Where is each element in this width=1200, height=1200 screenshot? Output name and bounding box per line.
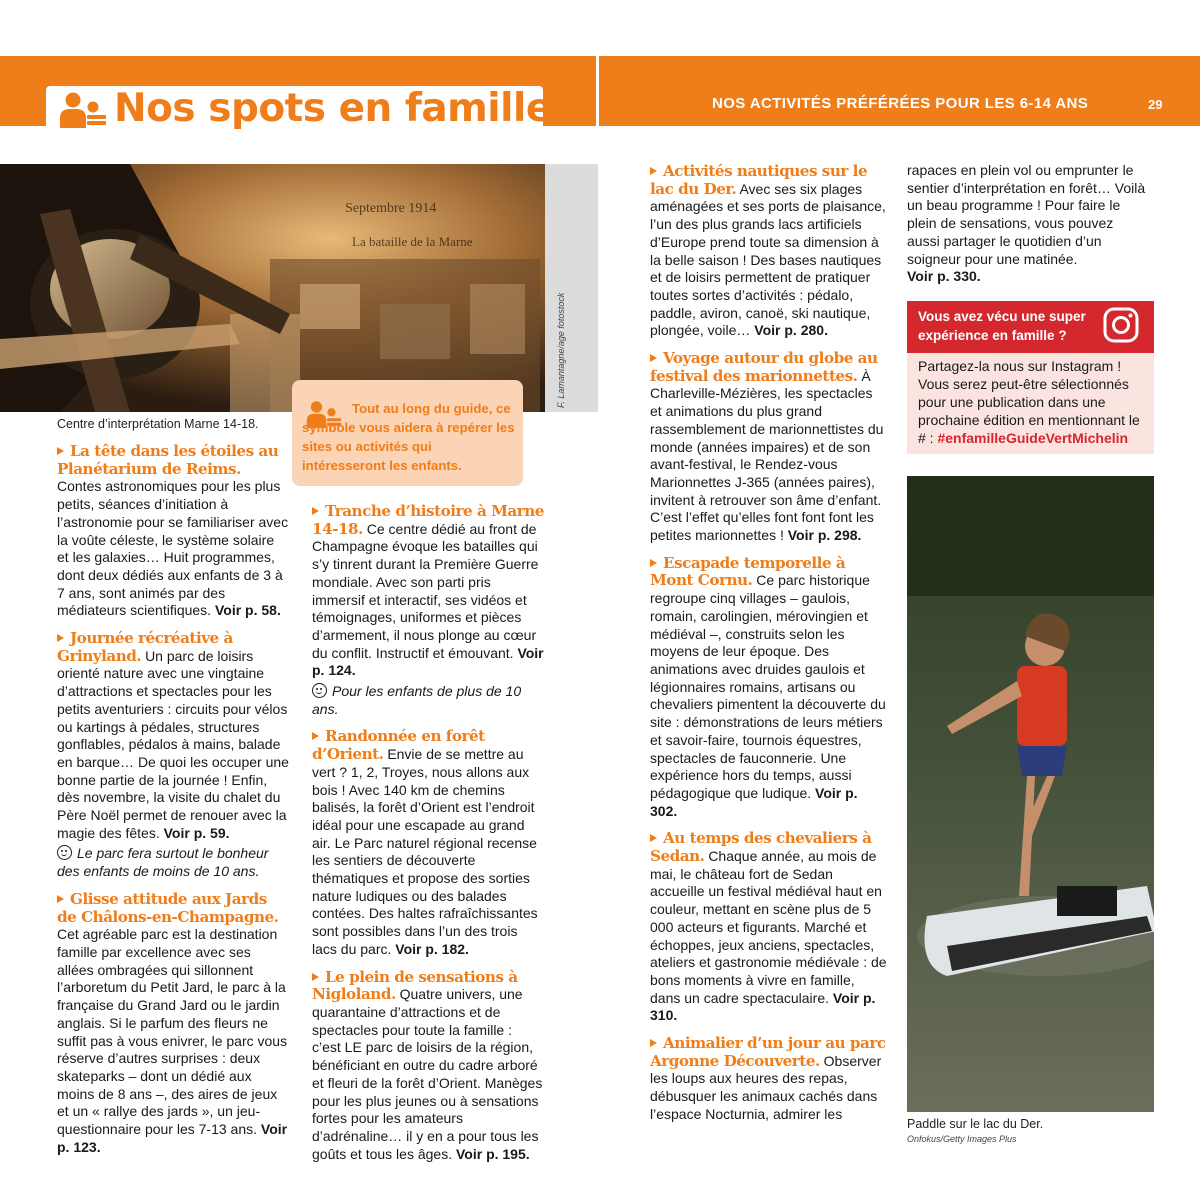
activity-entry [57, 630, 289, 881]
activity-entry [312, 503, 544, 718]
age-note [57, 845, 289, 880]
page-title: Nos spots en famille [114, 86, 552, 131]
activity-heading: Au temps des chevaliers à Sedan. [650, 829, 872, 866]
child-face-icon [57, 845, 72, 860]
instagram-body [918, 357, 1150, 447]
arrow-bullet-icon [57, 895, 64, 903]
arrow-bullet-icon [650, 354, 657, 362]
sign-text-1: Septembre 1914 [345, 201, 437, 216]
tip-text: Tout au long du guide, ce symbole vous aidera à repérer les sites ou activités qui intéresseront les enfants. [302, 401, 515, 473]
activity-heading: Journée récréative à Grinyland. [57, 629, 233, 665]
activity-heading: La tête dans les étoiles au Planétarium de Reims. [57, 442, 279, 478]
activity-heading: Animalier d’un jour au parc Argonne Découverte. [650, 1034, 886, 1070]
continued-text: rapaces en plein vol ou emprunter le sentier d’interprétation en forêt… Voilà un beau programme ! Pour faire le plein de sensations, vous pouvez aussi partager le quotidien d’un soigneur pour une matinée. [907, 162, 1146, 267]
activity-description: Ce parc historique regroupe cinq villages – gaulois, romain, carolingien, mérovingien et médiéval –, construits selon les moyens de leur époque. Des animations avec druides gaulois et légionnaires romains, artisans ou chevaliers pimentent la découverte du site : démonstrations de leurs métiers et savoir-faire, tournois équestres, spectacles de fauconnerie. Une expérience hors du temps, aussi pédagogique que ludique. [650, 572, 886, 801]
activity-description: Contes astronomiques pour les plus petits, séances d’initiation à l’astronomie pour se familiariser avec la voûte céleste, le système solaire et les galaxies… Huit programmes, dont deux dédiés aux enfants de 3 à 7 ans, sont animés par des médiateurs scientifiques. [57, 478, 289, 619]
page-gutter [596, 56, 599, 126]
activity-entry [650, 830, 888, 1025]
activity-description: Observer les loups aux heures des repas, débusquer les animaux cachés dans l’espace Nocturnia, admirer les [650, 1052, 882, 1122]
activity-heading: Tranche d’histoire à Marne 14-18. [312, 502, 544, 538]
photo-credit: F. Lamantagne/age fotostock [556, 292, 566, 408]
activity-entry [650, 555, 888, 821]
age-note [312, 683, 544, 718]
arrow-bullet-icon [650, 559, 657, 567]
activity-heading: Voyage autour du globe au festival des marionnettes. [650, 349, 878, 385]
age-note-text: Le parc fera surtout le bonheur des enfants de moins de 10 ans. [57, 845, 269, 880]
activity-entry [650, 163, 888, 340]
arrow-bullet-icon [650, 1039, 657, 1047]
activity-description: Quatre univers, une quarantaine d’attractions et de spectacles pour toute la famille : c’est LE parc de loisirs de la région, bénéficiant en outre du cadre arboré et fleuri de la forêt d’Orient. Manèges pour les plus jeunes ou à sensations fortes pour les amateurs d’adrénaline… il y en a pour tous les goûts et tous les âges. [312, 986, 543, 1162]
activity-entry [312, 969, 544, 1164]
paddle-photo [907, 476, 1154, 1112]
activity-entry [57, 891, 289, 1157]
activity-heading: Le plein de sensations à Nigloland. [312, 967, 518, 1004]
activity-heading: Escapade temporelle à Mont Cornu. [650, 553, 846, 590]
activity-description: À Charleville-Mézières, les spectacles et animations du plus grand rassemblement de marionnettistes du monde (années impaires) et de son avant-festival, le Rendez-vous Marionnettes J-365 (années paires), invitent à retrouver son âme d’enfant. C’est l’effet qu’elles font font font les petites marionnettes ! [650, 367, 884, 544]
page-number: 29 [1148, 97, 1163, 112]
column-1 [57, 443, 289, 1166]
activity-heading: Activités nautiques sur le lac du Der. [650, 162, 868, 198]
page-reference: Voir p. 280. [754, 322, 828, 339]
page-reference: Voir p. 330. [907, 268, 981, 285]
instagram-text: Partagez-la nous sur Instagram ! Vous serez peut-être sélectionnés pour une publication dans une prochaine édition en mentionnant le # : [918, 358, 1140, 446]
age-note-text: Pour les enfants de plus de 10 ans. [312, 683, 522, 717]
arrow-bullet-icon [312, 732, 319, 740]
column-4 [907, 162, 1147, 286]
instagram-heading: Vous avez vécu une super expérience en famille ? [918, 309, 1086, 343]
family-icon [60, 92, 106, 128]
photo-credit-strip [545, 164, 598, 412]
page-reference: Voir p. 58. [214, 602, 281, 619]
page-reference: Voir p. 182. [395, 940, 469, 957]
page-reference: Voir p. 310. [650, 989, 876, 1024]
activity-entry [650, 350, 888, 545]
activity-heading: Randonnée en forêt d’Orient. [312, 727, 485, 764]
activity-entry [57, 443, 289, 620]
instagram-hashtag[interactable]: #enfamilleGuideVertMichelin [937, 430, 1129, 446]
activity-description: Envie de se mettre au vert ? 1, 2, Troyes, nous allons aux bois ! Avec 140 km de chemins balisés, la forêt d’Orient est l’endroit idéal pour une escapade au grand air. Le Parc naturel régional recense les sentiers de découverte thématiques et propose des sorties nature ludiques ou des balades contées. Des haltes rafraîchissantes sont possibles dans l’un des trois lacs du parc. [312, 746, 538, 957]
page-reference: Voir p. 59. [163, 824, 230, 841]
activity-entry [650, 1035, 888, 1124]
arrow-bullet-icon [650, 167, 657, 175]
arrow-bullet-icon [57, 447, 64, 455]
arrow-bullet-icon [650, 834, 657, 842]
column-3 [650, 163, 888, 1134]
photo-caption: Centre d’interprétation Marne 14-18. [57, 417, 259, 431]
sign-text-2: La bataille de la Marne [352, 234, 473, 249]
activity-description: Ce centre dédié au front de Champagne évoque les batailles qui s’y tinrent durant la Première Guerre mondiale. Avec son parti pris immersif et interactif, ses vidéos et témoignages, uniformes et pièces d’armement, il nous plonge au cœur du conflit. Instructif et émouvant. [312, 520, 539, 661]
page-reference: Voir p. 298. [787, 527, 862, 544]
section-title: NOS ACTIVITÉS PRÉFÉRÉES POUR LES 6-14 ANS [712, 95, 1089, 112]
activity-description: Cet agréable parc est la destination famille par excellence avec ses allées ombragées qui sillonnent l’arboretum du Petit Jard, le parc à la française du Grand Jard ou le jardin anglais. Si le parfum des fleurs ne suffit pas à vous enivrer, le parc vous réserve d’autres surprises : deux skateparks – dont un dédié aux moins de 8 ans –, des aires de jeux et un « rallye des jards », un jeu-questionnaire pour les 7-13 ans. [57, 926, 288, 1138]
instagram-icon [1103, 307, 1139, 343]
page-reference: Voir p. 302. [650, 784, 858, 819]
child-face-icon [312, 683, 327, 698]
page-reference: Voir p. 123. [57, 1121, 288, 1155]
column-2 [312, 503, 544, 1173]
page-reference: Voir p. 195. [455, 1145, 530, 1162]
museum-photo [0, 164, 598, 412]
page-reference: Voir p. 124. [312, 644, 544, 679]
photo-credit: Onfokus/Getty Images Plus [907, 1134, 1017, 1144]
activity-description: Un parc de loisirs orienté nature avec une vingtaine d’attractions et spectacles pour les petits aventuriers : circuits pour vélos ou kartings à pédales, structures gonflables, pédalos à mains, balade en barque… De quoi les occuper une bonne partie de la journée ! Enfin, dès novembre, la visite du chalet du Père Noël permet de renouer avec la magie des fêtes. [57, 647, 289, 841]
arrow-bullet-icon [312, 973, 319, 981]
arrow-bullet-icon [312, 507, 319, 515]
activity-heading: Glisse attitude aux Jards de Châlons-en-Champagne. [57, 889, 279, 926]
activity-entry [312, 728, 544, 958]
photo-caption: Paddle sur le lac du Der. [907, 1117, 1044, 1131]
arrow-bullet-icon [57, 634, 64, 642]
activity-description: Avec ses six plages aménagées et ses ports de plaisance, l’un des plus grands lacs artificiels d’Europe prend toute sa dimension à la belle saison ! Des bases nautiques et de loisirs permettent de pratiquer toutes sortes d’activités : pédalo, paddle, aviron, canoë, ski nautique, plongée, voile… [650, 180, 886, 339]
activity-description: Chaque année, au mois de mai, le château fort de Sedan accueille un festival médiéval haut en couleur, mettant en scène plus de 5 000 acteurs et figurants. Marché et échoppes, jeux anciens, spectacles, ateliers et gastronomie médiévale : de bons moments à vivre en famille, dans un cadre spectaculaire. [650, 848, 887, 1006]
